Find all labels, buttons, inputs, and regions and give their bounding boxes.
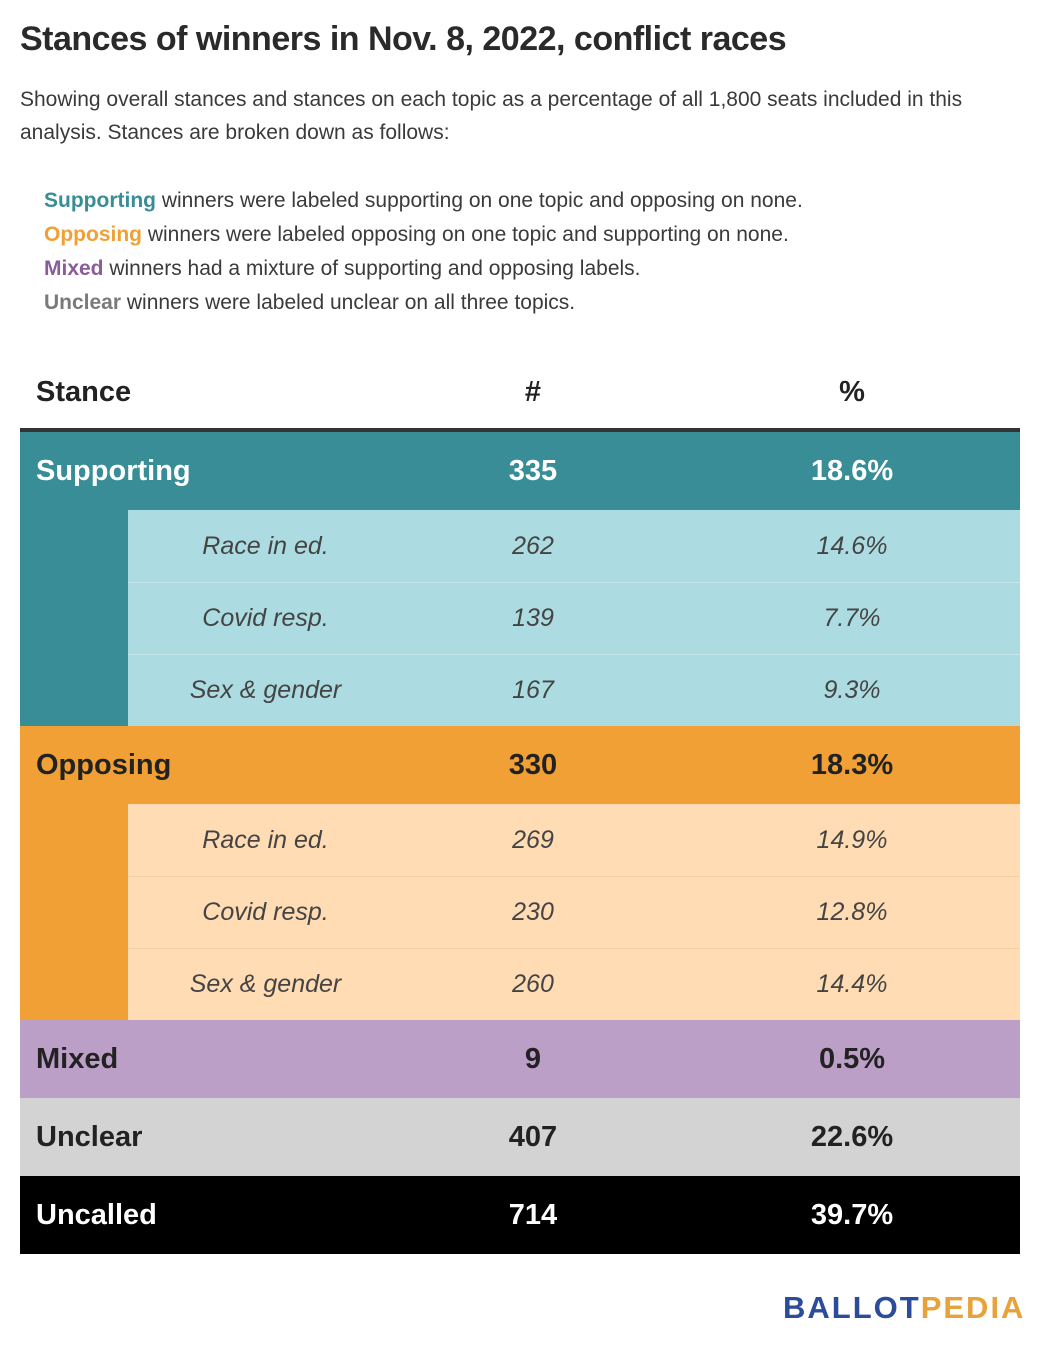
category-stripe <box>20 948 128 1020</box>
topic-count: 269 <box>512 825 554 854</box>
legend-keyword: Opposing <box>44 223 142 246</box>
row-supporting <box>20 432 1020 510</box>
category-stripe <box>20 654 128 726</box>
row-opposing-race <box>20 804 1020 876</box>
topic-label: Covid resp. <box>202 897 329 926</box>
stances-table <box>20 356 1020 1254</box>
topic-count: 260 <box>512 969 554 998</box>
row-label: Mixed <box>36 1042 119 1075</box>
table-header <box>20 356 1020 432</box>
page-title: Stances of winners in Nov. 8, 2022, conflict races <box>20 20 787 58</box>
row-percent: 39.7% <box>810 1198 894 1231</box>
page-subtitle: Showing overall stances and stances on each topic as a percentage of all 1,800 seats included in this analysis. Stances are broken down as follows: <box>20 88 963 144</box>
row-percent: 0.5% <box>818 1042 886 1075</box>
row-count: 335 <box>508 454 558 487</box>
logo-part-ballot: BALLOT <box>783 1290 921 1325</box>
row-unclear <box>20 1098 1020 1176</box>
ballotpedia-logo <box>783 1290 1025 1326</box>
category-stripe <box>20 876 128 948</box>
topic-percent: 9.3% <box>823 675 881 704</box>
topic-count: 230 <box>512 897 554 926</box>
row-count: 9 <box>524 1042 542 1075</box>
topic-count: 139 <box>512 603 554 632</box>
legend-text: winners had a mixture of supporting and opposing labels. <box>103 257 641 280</box>
row-label: Supporting <box>36 454 191 487</box>
header-stance: Stance <box>36 375 132 408</box>
legend-keyword: Unclear <box>44 291 122 314</box>
row-label: Uncalled <box>36 1198 157 1231</box>
row-percent: 18.6% <box>810 454 894 487</box>
topic-percent: 12.8% <box>816 897 888 926</box>
topic-label: Race in ed. <box>202 531 329 560</box>
topic-label: Covid resp. <box>202 603 329 632</box>
row-count: 407 <box>508 1120 558 1153</box>
row-mixed <box>20 1020 1020 1098</box>
row-opposing-sex-gender <box>20 948 1020 1020</box>
topic-label: Sex & gender <box>189 969 342 998</box>
legend-item-mixed <box>44 252 1004 286</box>
row-count: 714 <box>508 1198 558 1231</box>
topic-label: Race in ed. <box>202 825 329 854</box>
row-supporting-race <box>20 510 1020 582</box>
legend-text: winners were labeled supporting on one topic and opposing on none. <box>155 189 803 212</box>
row-uncalled <box>20 1176 1020 1254</box>
row-opposing-covid <box>20 876 1020 948</box>
topic-percent: 14.4% <box>816 969 888 998</box>
topic-percent: 14.6% <box>816 531 888 560</box>
row-percent: 22.6% <box>810 1120 894 1153</box>
legend-item-supporting <box>44 184 1004 218</box>
row-count: 330 <box>508 748 558 781</box>
legend-keyword: Mixed <box>44 257 104 280</box>
row-percent: 18.3% <box>810 748 894 781</box>
legend-item-unclear <box>44 286 1004 320</box>
row-supporting-sex-gender <box>20 654 1020 726</box>
category-stripe <box>20 510 128 582</box>
topic-count: 167 <box>512 675 554 704</box>
row-label: Opposing <box>36 748 172 781</box>
topic-percent: 7.7% <box>823 603 881 632</box>
row-label: Unclear <box>36 1120 143 1153</box>
row-opposing <box>20 726 1020 804</box>
category-stripe <box>20 582 128 654</box>
legend-text: winners were labeled opposing on one topic and supporting on none. <box>142 223 789 246</box>
logo-part-pedia: PEDIA <box>920 1290 1026 1325</box>
topic-count: 262 <box>512 531 554 560</box>
row-supporting-covid <box>20 582 1020 654</box>
legend-text: winners were labeled unclear on all three topics. <box>121 291 576 314</box>
stance-legend <box>44 184 1004 320</box>
legend-keyword: Supporting <box>44 189 156 212</box>
topic-label: Sex & gender <box>189 675 342 704</box>
category-stripe <box>20 804 128 876</box>
header-percent: % <box>839 375 865 408</box>
header-count: # <box>524 375 542 408</box>
topic-percent: 14.9% <box>816 825 888 854</box>
legend-item-opposing <box>44 218 1004 252</box>
